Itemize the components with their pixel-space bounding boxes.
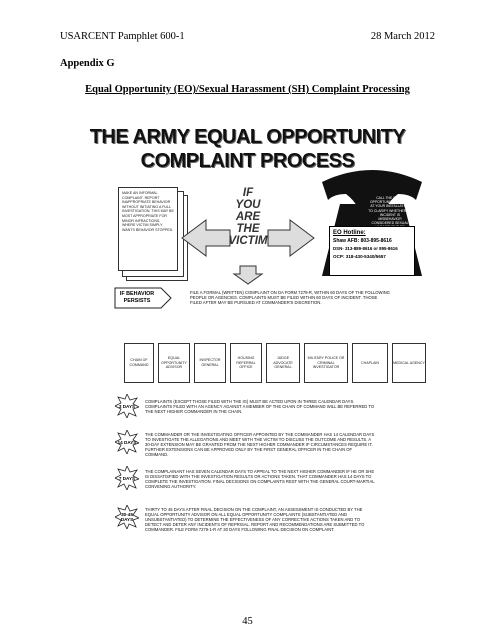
hotline-number-shaw: Shaw AFB: 803-895-8616 — [333, 238, 392, 244]
timeline-days-label: 14 DAYS — [117, 439, 137, 445]
victim-line-1: IF — [242, 187, 254, 199]
timeline-days-label: 3 DAYS — [118, 403, 136, 409]
agency-military-police — [304, 343, 348, 383]
document-title: Equal Opportunity (EO)/Sexual Harassment (SH) Complaint Processing — [85, 84, 410, 95]
agency-label: MEDICAL AGENCY — [393, 360, 425, 365]
header-pamphlet-id: USARCENT Pamphlet 600-1 — [60, 31, 185, 42]
agency-equal-opportunity-advisor — [158, 343, 190, 383]
if-you-are-the-victim — [212, 187, 284, 247]
agency-judge-advocate-general — [266, 343, 300, 383]
timeline-days-label: 7 DAYS — [118, 475, 136, 481]
hotline-number-dsn: DSN- 313-889-8616 or 895-8616 — [333, 246, 398, 251]
timeline-days-label: 30-45 DAYS — [120, 512, 134, 522]
hotline-number-ocp: OCP: 318-430-5340/5657 — [333, 254, 386, 259]
agency-label: CHAPLAIN — [361, 360, 379, 365]
agency-label: MILITARY POLICE OR CRIMINAL INVESTIGATOR — [307, 356, 345, 370]
agency-label: JUDGE ADVOCATE GENERAL — [273, 356, 293, 370]
timeline-step-text: THE COMPLAINANT HAS SEVEN CALENDAR DAYS TO APPEAL TO THE NEXT HIGHER COMMANDER IF HE OR SHE IS DISSATISFIED WITH THE INVESTIGATION RESULTS OR ACTIONS TAKEN. THAT COMMANDER HAS 14 DAYS TO COMPLETE THE INVESTIGATION. FINAL DECISIONS ON COMPLAINTS REST WITH THE GENERAL COURT-MARTIAL CONVENING AUTHORITY. — [145, 469, 375, 489]
timeline-step-text: COMPLAINTS (EXCEPT THOSE FILED WITH THE IG) MUST BE ACTED UPON IN THREE CALENDAR DAYS. COMPLAINTS FILED WITH AN AGENCY AGAINST A MEMBER OF THE CHAIN OF COMMAND WILL BE REFERRED TO THE NEXT HIGHER COMMANDER IN THE CHAIN. — [145, 399, 375, 414]
agency-housing-referral-office — [230, 343, 262, 383]
agency-label: INSPECTOR GENERAL — [199, 358, 221, 367]
agency-chain-of-command — [124, 343, 154, 383]
timeline-burst-14-days — [115, 430, 139, 454]
victim-line-5: VICTIM — [228, 235, 268, 247]
timeline-burst-7-days — [115, 466, 139, 490]
if-behavior-persists: IF BEHAVIOR PERSISTS — [119, 291, 155, 304]
hotline-title: EO Hotline: — [333, 230, 366, 236]
victim-line-4: THE — [236, 223, 260, 235]
hotline-call-text: CALL THE EO/SH OPPORTUNITY HOTLINE AT YOUR INSTALLATION TO CLARIFY WHETHER AN INCIDENT IS MISBEHAVIOR CONSIDERED SEXUAL — [368, 196, 412, 226]
agency-inspector-general — [194, 343, 226, 383]
agency-chaplain — [352, 343, 388, 383]
victim-line-3: ARE — [235, 211, 261, 223]
timeline-burst-3-days — [115, 394, 139, 418]
timeline-step-text: THIRTY TO 45 DAYS AFTER FINAL DECISION ON THE COMPLAINT, AN ASSESSMENT IS CONDUCTED BY THE EQUAL OPPORTUNITY ADVISOR ON ALL EQUAL OPPORTUNITY COMPLAINTS (SUBSTANTIATED AND UNSUBSTANTIATED) TO DETERMINE THE EFFECTIVENESS OF ANY CORRECTIVE ACTIONS TAKEN AND TO DETECT AND DETER ANY INCIDENTS OF REPRISAL. REPORT AND RECOMMENDATIONS ARE SUBMITTED TO COMMANDER. FILE FORM 7279-1-R AT 30 DAYS FOLLOWING FINAL DECISION ON COMPLAINT. — [145, 507, 365, 532]
page-number: 45 — [242, 616, 253, 627]
informal-complaint-text: MAKE AN INFORMAL COMPLAINT. REPORT INAPPROPRIATE BEHAVIOR WITHOUT INITIATING A FULL INVESTIGATION. THIS MAY BE MOST APPROPRIATE FOR MINOR INFRACTIONS, WHERE VICTIM SIMPLY WANTS BEHAVIOR STOPPED. — [122, 191, 174, 232]
timeline-burst-30-45-days — [115, 505, 139, 529]
header-date: 28 March 2012 — [370, 31, 435, 42]
timeline-step-text: THE COMMANDER OR THE INVESTIGATING OFFICER APPOINTED BY THE COMMANDER HAS 14 CALENDAR DAYS TO INVESTIGATE THE ALLEGATIONS AND MEET WITH THE VICTIM TO DISCUSS THE OUTCOME AND RESULTS. A 30-DAY EXTENSION MAY BE GRANTED FROM THE NEXT HIGHER COMMANDER IF CIRCUMSTANCES REQUIRE IT. FURTHER EXTENSIONS CAN BE APPROVED ONLY BY THE FIRST GENERAL OFFICER IN THE CHAIN OF COMMAND. — [145, 432, 375, 457]
poster-title-line2: COMPLAINT PROCESS — [140, 150, 355, 172]
formal-complaint-text: FILE A FORMAL (WRITTEN) COMPLAINT ON DA FORM 7279-R, WITHIN 60 DAYS OF THE FOLLOWING PEOPLE OR AGENCIES. COMPLAINTS MUST BE FILED WITHIN 60 DAYS OF INCIDENT. THOSE FILED AFTER MAY BE PURSUED AT COMMANDER'S DISCRETION. — [190, 290, 390, 305]
agency-label: EQUAL OPPORTUNITY ADVISOR — [161, 356, 187, 370]
agency-label: HOUSING REFERRAL OFFICE — [236, 356, 256, 370]
hotline-numbers-card — [329, 226, 415, 276]
agency-label: CHAIN OF COMMAND — [129, 358, 149, 367]
poster-title-line1: THE ARMY EQUAL OPPORTUNITY — [89, 126, 406, 148]
appendix-label: Appendix G — [60, 58, 115, 69]
victim-line-2: YOU — [235, 199, 261, 211]
informal-complaint-sheet — [118, 187, 178, 271]
agency-medical — [392, 343, 426, 383]
